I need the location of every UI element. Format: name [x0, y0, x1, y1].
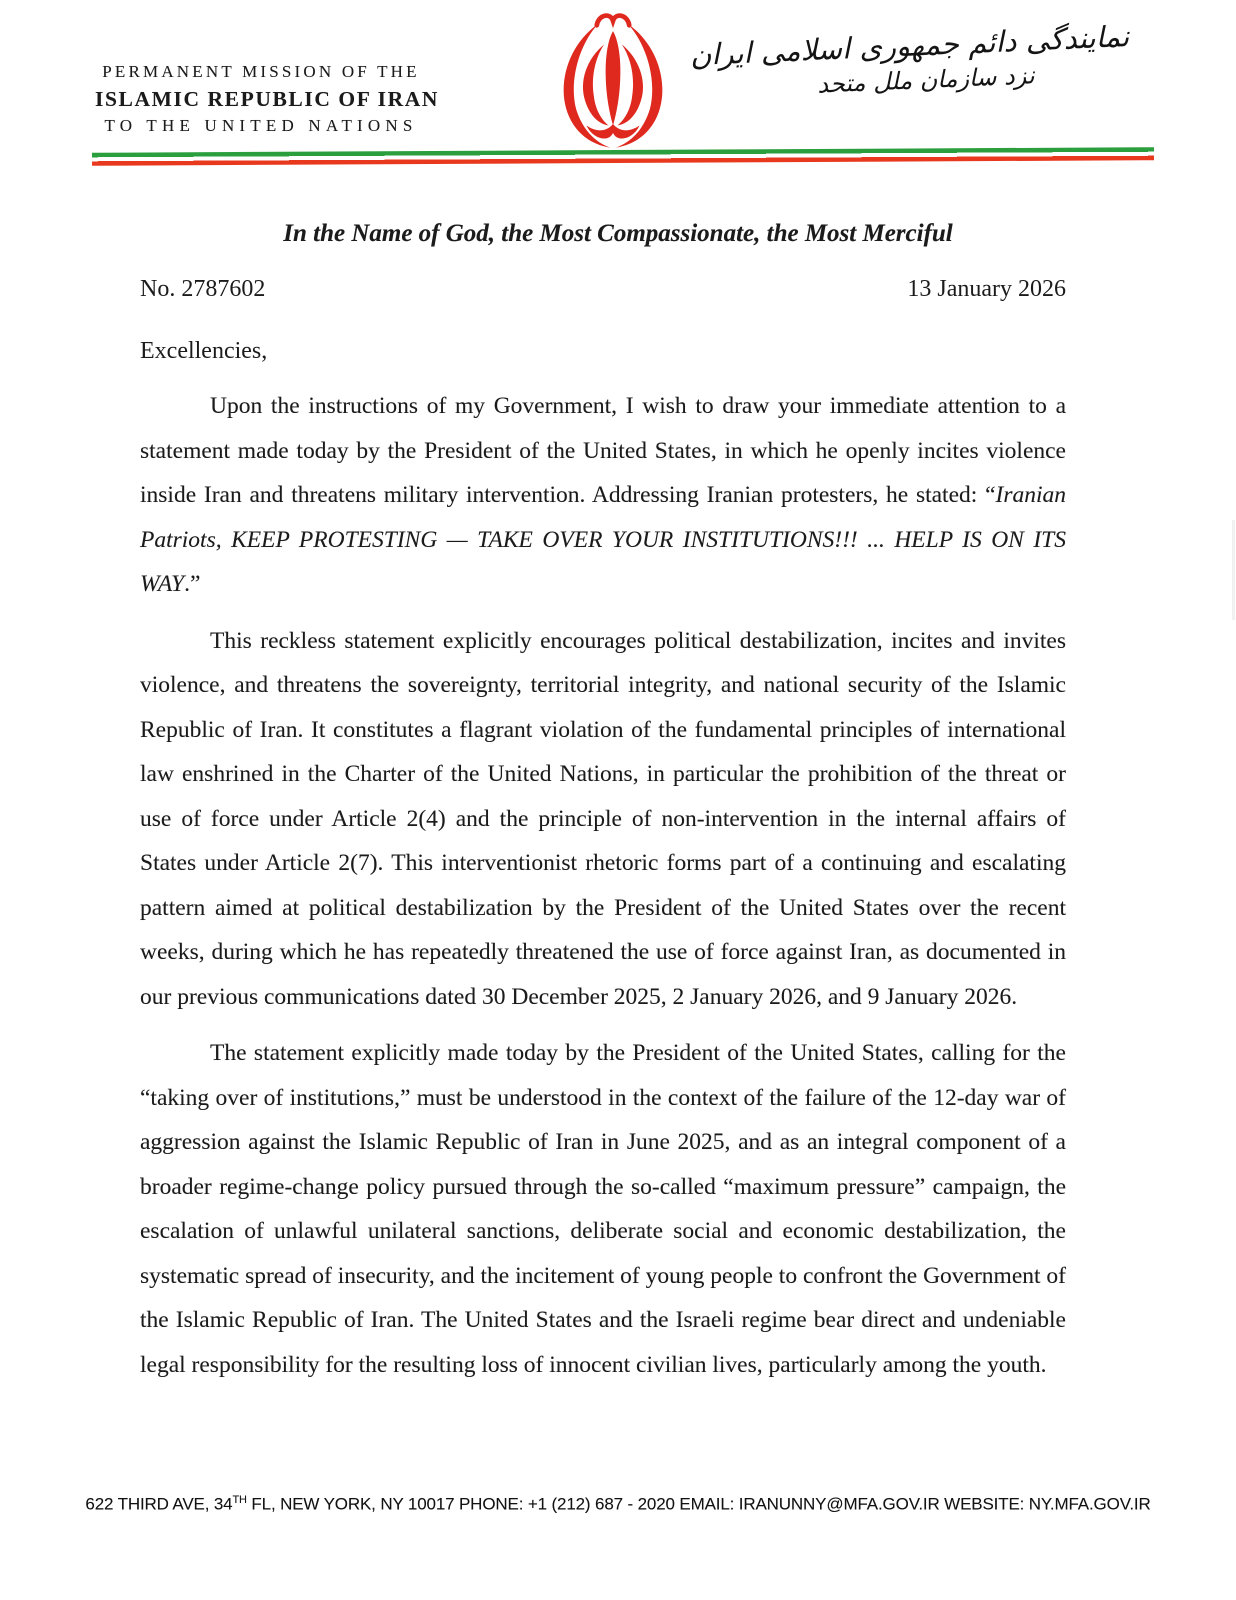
salutation: Excellencies, [140, 338, 268, 364]
reference-row [140, 276, 1066, 303]
mission-line-3: TO THE UNITED NATIONS [104, 115, 418, 135]
paragraph-3: The statement explicitly made today by the President of the United States, calling for the “taking over of institutions,” must be understood in the context of the failure of the 12-day war of aggression against the Islamic Republic of Iran in June 2025, and as an integral component of a broader regime-change policy pursued through the so-called “maximum pressure” campaign, the escalation of unlawful unilateral sanctions, deliberate social and economic destabilization, the systematic spread of insecurity, and the incitement of young people to confront the Government of the Islamic Republic of Iran. The United States and the Israeli regime bear direct and undeniable legal responsibility for the resulting loss of innocent civilian lives, particularly among the youth. [140, 1040, 1066, 1378]
iran-coat-of-arms-icon [538, 12, 688, 152]
letter-body [140, 384, 1066, 1399]
footer-contact-line [0, 1494, 1236, 1515]
mission-line-2: ISLAMIC REPUBLIC OF IRAN [95, 86, 440, 111]
iran-flag-tricolor-rule [92, 147, 1154, 166]
paragraph-1-lead: Upon the instructions of my Government, I wish to draw your immediate attention to a statement made today by the President of the United States, in which he openly incites violence inside Iran and threatens military intervention. Addressing Iranian protesters, he stated: “ [140, 393, 1066, 508]
footer-address-rest: FL, NEW YORK, NY 10017 PHONE: +1 (212) 687 - 2020 EMAIL: IRANUNNY@MFA.GOV.IR WEBSITE: NY.MFA.GOV.IR [246, 1494, 1151, 1514]
mission-name-farsi-block [689, 15, 1132, 104]
mission-name-block [95, 60, 440, 138]
farsi-line-2: نزد سازمان ملل متحد [816, 61, 1036, 99]
footer-ordinal-suffix: TH [232, 1494, 247, 1506]
reference-number: No. 2787602 [140, 276, 266, 302]
footer-address-pre: 622 THIRD AVE, 34 [85, 1494, 233, 1514]
mission-line-1: PERMANENT MISSION OF THE [102, 62, 420, 81]
letter-date: 13 January 2026 [907, 276, 1066, 302]
bismillah-title: In the Name of God, the Most Compassionate, the Most Merciful [283, 220, 953, 247]
paragraph-1 [140, 384, 1066, 607]
paragraph-2: This reckless statement explicitly encourages political destabilization, incites and invites violence, and threatens the sovereignty, territorial integrity, and national security of the Islamic Republic of Iran. It constitutes a flagrant violation of the fundamental principles of international law enshrined in the Charter of the United Nations, in particular the prohibition of the threat or use of force under Article 2(4) and the principle of non-intervention in the internal affairs of States under Article 2(7). This interventionist rhetoric forms part of a continuing and escalating pattern aimed at political destabilization by the President of the United States over the recent weeks, during which he has repeatedly threatened the use of force against Iran, as documented in our previous communications dated 30 December 2025, 2 January 2026, and 9 January 2026. [140, 627, 1066, 1010]
paragraph-1-quote: Iranian Patriots, KEEP PROTESTING — TAKE OVER YOUR INSTITUTIONS!!! ... HELP IS ON ITS WAY [140, 482, 1066, 597]
farsi-line-1: نمایندگی دائم جمهوری اسلامی ایران [689, 19, 1130, 73]
paragraph-1-close: .” [184, 571, 201, 597]
